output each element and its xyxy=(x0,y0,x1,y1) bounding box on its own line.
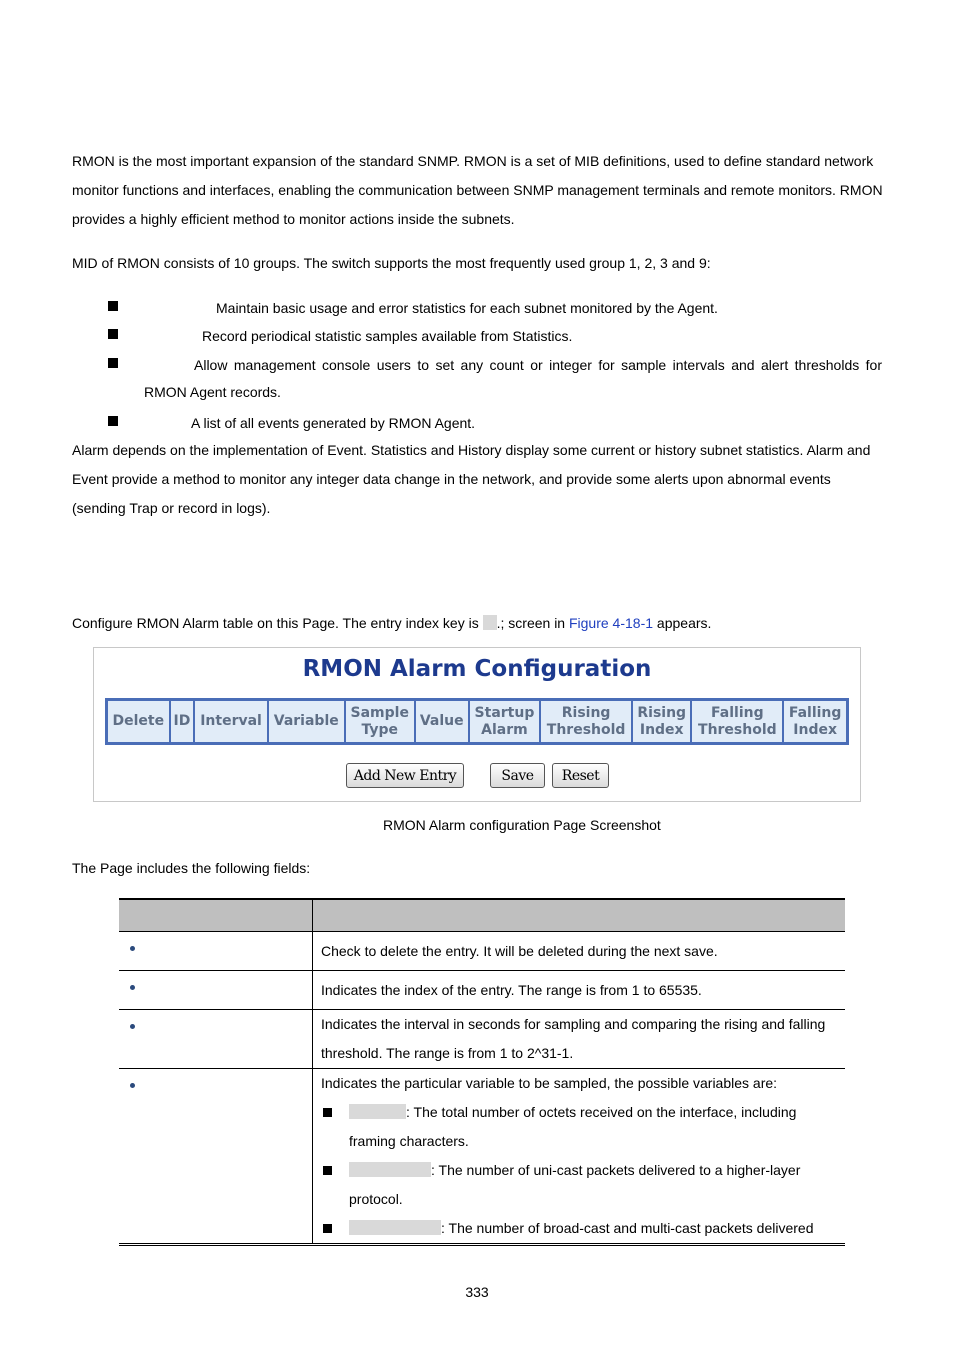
group-item-event: A list of all events generated by RMON Agent. xyxy=(191,415,476,431)
field-description: Check to delete the entry. It will be deleted during the next save. xyxy=(313,932,846,971)
field-description: Indicates the interval in seconds for sampling and comparing the rising and falling threshold. The range is from 1 to 2^31-1. xyxy=(313,1010,846,1069)
header-object xyxy=(119,899,313,932)
rmon-alarm-table xyxy=(105,698,849,745)
table-row xyxy=(119,971,845,1010)
rmon-alarm-table-header xyxy=(107,700,848,744)
group-item-statistics: Maintain basic usage and error statistics for each subnet monitored by the Agent. xyxy=(216,300,718,316)
config-line xyxy=(72,615,711,631)
table-row xyxy=(119,1069,845,1245)
subitem-text: : The number of uni-cast packets delivered to a higher-layer protocol. xyxy=(349,1162,801,1207)
page-number: 333 xyxy=(465,1284,489,1300)
column-header xyxy=(415,700,469,744)
column-header-label: Alarm xyxy=(481,721,528,738)
column-header-label: Threshold xyxy=(698,721,777,738)
bullet-square-icon xyxy=(323,1224,332,1233)
field-description: Indicates the particular variable to be sampled, the possible variables are: xyxy=(321,1075,778,1091)
list-item xyxy=(321,1214,837,1243)
column-header-label: Falling xyxy=(711,704,764,721)
column-header xyxy=(691,700,783,744)
config-line-after: appears. xyxy=(653,615,712,631)
column-header xyxy=(170,700,195,744)
column-header-label: Threshold xyxy=(546,721,626,738)
column-header xyxy=(268,700,345,744)
figure-link[interactable]: Figure 4-18-1 xyxy=(568,615,654,631)
after-list-paragraph: Alarm depends on the implementation of Event. Statistics and History display some current or history subnet statistics. Alarm and Event provide a method to monitor any integer data change in the network, and provide some alerts upon abnormal events (sending Trap or record in logs). xyxy=(72,442,871,516)
groups-intro: MID of RMON consists of 10 groups. The switch supports the most frequently used group 1, 2, 3 and 9: xyxy=(72,255,711,271)
subitem-text: : The total number of octets received on the interface, including framing characters. xyxy=(349,1104,797,1149)
column-header xyxy=(107,700,170,744)
config-line-before: Configure RMON Alarm table on this Page. The entry index key is xyxy=(72,615,483,631)
fields-intro: The Page includes the following fields: xyxy=(72,860,311,876)
column-header-label: Index xyxy=(639,721,684,738)
column-header-label: Interval xyxy=(200,713,262,729)
column-header-label: Rising xyxy=(561,704,611,721)
bullet-square-icon xyxy=(108,416,118,426)
header-description xyxy=(313,899,846,932)
column-header-label: Falling xyxy=(788,704,842,721)
group-item-history: Record periodical statistic samples available from Statistics. xyxy=(202,328,573,344)
fields-table xyxy=(119,898,845,1246)
column-header-label: Index xyxy=(793,721,837,738)
list-item xyxy=(321,1098,837,1156)
group-item-alarm-continued: RMON Agent records. xyxy=(144,384,281,400)
bullet-dot-icon xyxy=(130,946,135,951)
rmon-alarm-screenshot xyxy=(93,647,861,802)
column-header xyxy=(469,700,540,744)
reset-button[interactable]: Reset xyxy=(552,763,609,788)
subitem-text: : The number of broad-cast and multi-cast packets delivered xyxy=(441,1220,814,1236)
column-header-label: Delete xyxy=(112,713,165,729)
table-row xyxy=(119,932,845,971)
highlight-placeholder xyxy=(349,1220,441,1235)
column-header-label: Type xyxy=(361,721,399,738)
highlight-placeholder xyxy=(483,615,497,630)
table-row xyxy=(119,1010,845,1069)
figure-caption: RMON Alarm configuration Page Screenshot xyxy=(383,817,661,833)
column-header-label: Variable xyxy=(273,713,339,729)
bullet-dot-icon xyxy=(130,1083,135,1088)
bullet-dot-icon xyxy=(130,985,135,990)
config-line-middle: .; screen in xyxy=(496,615,569,631)
bullet-square-icon xyxy=(108,329,118,339)
bullet-dot-icon xyxy=(130,1024,135,1029)
field-description: Indicates the index of the entry. The range is from 1 to 65535. xyxy=(313,971,846,1010)
column-header-label: Value xyxy=(419,713,464,729)
column-header xyxy=(783,700,847,744)
column-header xyxy=(540,700,632,744)
bullet-square-icon xyxy=(108,358,118,368)
bullet-square-icon xyxy=(323,1108,332,1117)
column-header-label: Rising xyxy=(637,704,687,721)
column-header xyxy=(194,700,267,744)
intro-paragraph: RMON is the most important expansion of the standard SNMP. RMON is a set of MIB definitions, used to define standard network monitor functions and interfaces, enabling the communication between SNMP management terminals and remote monitors. RMON provides a highly efficient method to monitor actions inside the subnets. xyxy=(72,153,883,227)
group-item-alarm: Allow management console users to set any count or integer for sample intervals and alert thresholds for xyxy=(194,357,882,373)
highlight-placeholder xyxy=(349,1162,431,1177)
save-button[interactable]: Save xyxy=(490,763,545,788)
list-item xyxy=(321,1156,837,1214)
column-header xyxy=(632,700,691,744)
highlight-placeholder xyxy=(349,1104,406,1119)
column-header-label: ID xyxy=(173,713,191,729)
column-header xyxy=(345,700,415,744)
fields-table-header xyxy=(119,899,845,932)
column-header-label: Startup xyxy=(474,704,535,721)
add-new-entry-button[interactable]: Add New Entry xyxy=(346,763,464,788)
bullet-square-icon xyxy=(108,301,118,311)
bullet-square-icon xyxy=(323,1166,332,1175)
column-header-label: Sample xyxy=(350,704,409,721)
screenshot-title: RMON Alarm Configuration xyxy=(302,656,652,682)
